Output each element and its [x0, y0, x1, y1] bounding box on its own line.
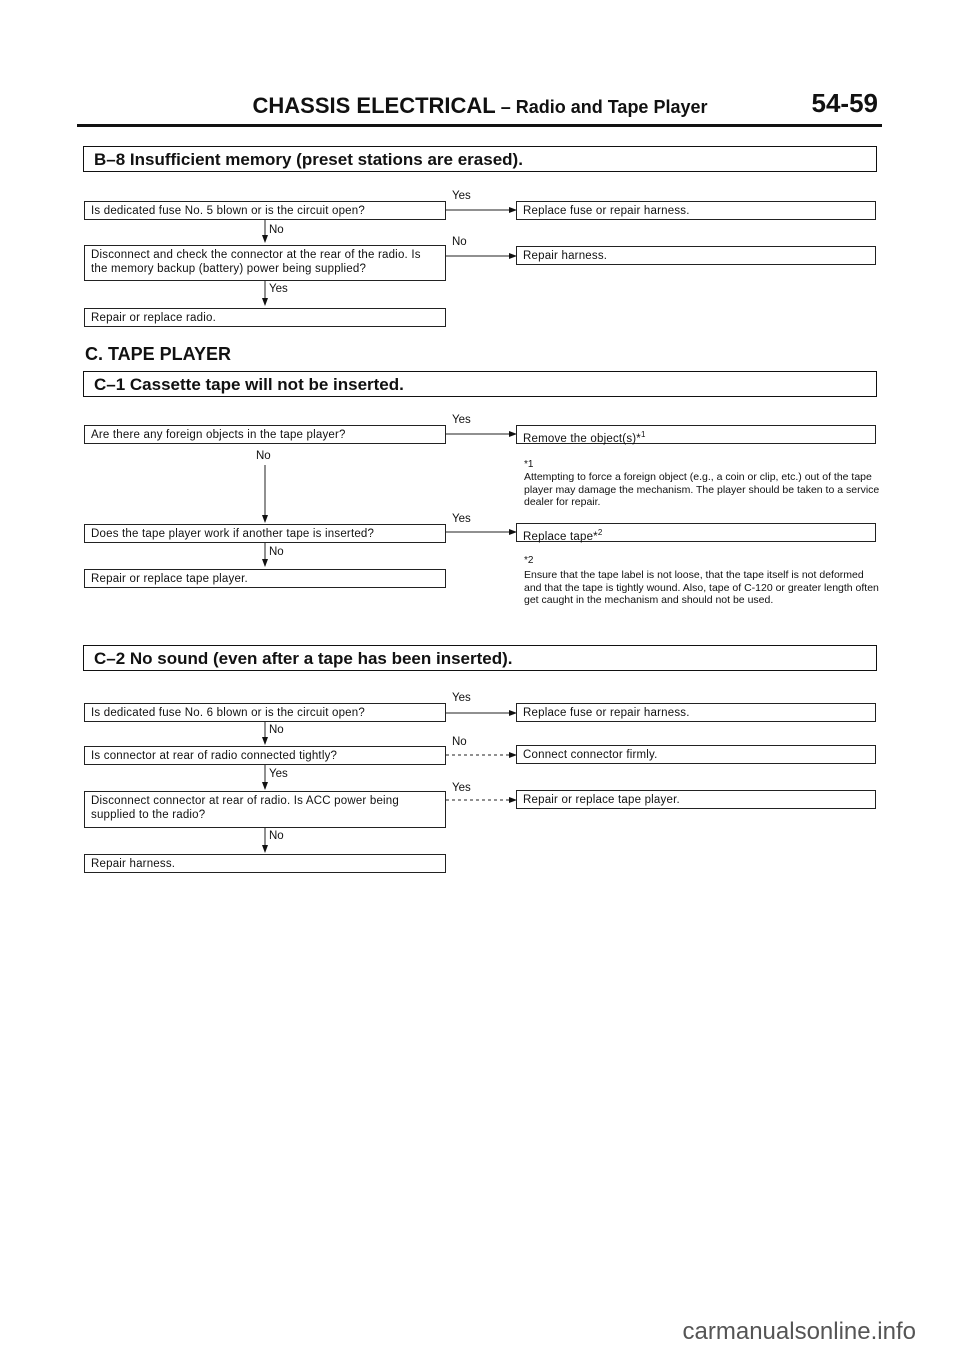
b8-q1-yes-label: Yes: [452, 190, 471, 202]
section-c1-heading: C–1 Cassette tape will not be inserted.: [83, 371, 877, 397]
c1-q2-no-label: No: [269, 546, 284, 558]
c1-result-remove-objects: [516, 425, 876, 444]
c1-result-repair-tape-player: Repair or replace tape player.: [84, 569, 446, 588]
b8-question-fuse: Is dedicated fuse No. 5 blown or is the circuit open?: [84, 201, 446, 220]
b8-q2-yes-label: Yes: [269, 283, 288, 295]
c2-question-acc-power: Disconnect connector at rear of radio. Is ACC power being supplied to the radio?: [84, 791, 446, 828]
c1-result-replace-tape: [516, 523, 876, 542]
c1-note1-marker: *1: [524, 459, 534, 470]
header-subtitle: Radio and Tape Player: [515, 97, 708, 117]
c2-question-fuse: Is dedicated fuse No. 6 blown or is the circuit open?: [84, 703, 446, 722]
c2-q3-yes-label: Yes: [452, 782, 471, 794]
b8-q1-no-label: No: [269, 224, 284, 236]
c1-question-foreign-objects: Are there any foreign objects in the tape player?: [84, 425, 446, 444]
c1-footnote-ref-2: 2: [597, 528, 603, 537]
c1-result-replace-tape-text: Replace tape*: [523, 530, 598, 543]
c2-result-connect-connector: Connect connector firmly.: [516, 745, 876, 764]
c1-q2-yes-label: Yes: [452, 513, 471, 525]
c1-result-remove-objects-text: Remove the object(s)*: [523, 432, 641, 445]
c1-q1-yes-label: Yes: [452, 414, 471, 426]
c2-result-repair-tape-player: Repair or replace tape player.: [516, 790, 876, 809]
c1-note1: Attempting to force a foreign object (e.g., a coin or clip, etc.) out of the tape player may damage the mechanism. The player should be taken to a service dealer for repair.: [524, 471, 880, 508]
c2-q1-yes-label: Yes: [452, 692, 471, 704]
b8-result-repair-radio: Repair or replace radio.: [84, 308, 446, 327]
c1-question-another-tape: Does the tape player work if another tape is inserted?: [84, 524, 446, 543]
header-dash: –: [495, 97, 516, 117]
section-b8-heading: B–8 Insufficient memory (preset stations are erased).: [83, 146, 877, 172]
c1-note2-marker: *2: [524, 555, 534, 566]
c2-q2-yes-label: Yes: [269, 768, 288, 780]
c2-q2-no-label: No: [452, 736, 467, 748]
c2-q3-no-label: No: [269, 830, 284, 842]
section-tape-player-title: C. TAPE PLAYER: [85, 344, 232, 364]
page-number: 54-59: [811, 88, 878, 118]
c1-q1-no-label: No: [256, 450, 271, 462]
b8-result-replace-fuse: Replace fuse or repair harness.: [516, 201, 876, 220]
header-main-title: CHASSIS ELECTRICAL: [252, 93, 496, 118]
section-c2-heading: C–2 No sound (even after a tape has been inserted).: [83, 645, 877, 671]
b8-result-repair-harness: Repair harness.: [516, 246, 876, 265]
watermark-text: carmanualsonline.info: [682, 1318, 916, 1345]
c1-note2: Ensure that the tape label is not loose, that the tape itself is not deformed and that the tape is tightly wound. Also, tape of C-120 or greater length often get caught in the mechanism and should not be used.: [524, 569, 879, 606]
b8-question-backup-power: Disconnect and check the connector at the rear of the radio. Is the memory backup (battery) power being supplied?: [84, 245, 446, 281]
c2-q1-no-label: No: [269, 724, 284, 736]
c2-result-replace-fuse: Replace fuse or repair harness.: [516, 703, 876, 722]
c2-question-connector: Is connector at rear of radio connected tightly?: [84, 746, 446, 765]
b8-q2-no-label: No: [452, 236, 467, 248]
c1-footnote-ref-1: 1: [640, 430, 646, 439]
c2-result-repair-harness: Repair harness.: [84, 854, 446, 873]
